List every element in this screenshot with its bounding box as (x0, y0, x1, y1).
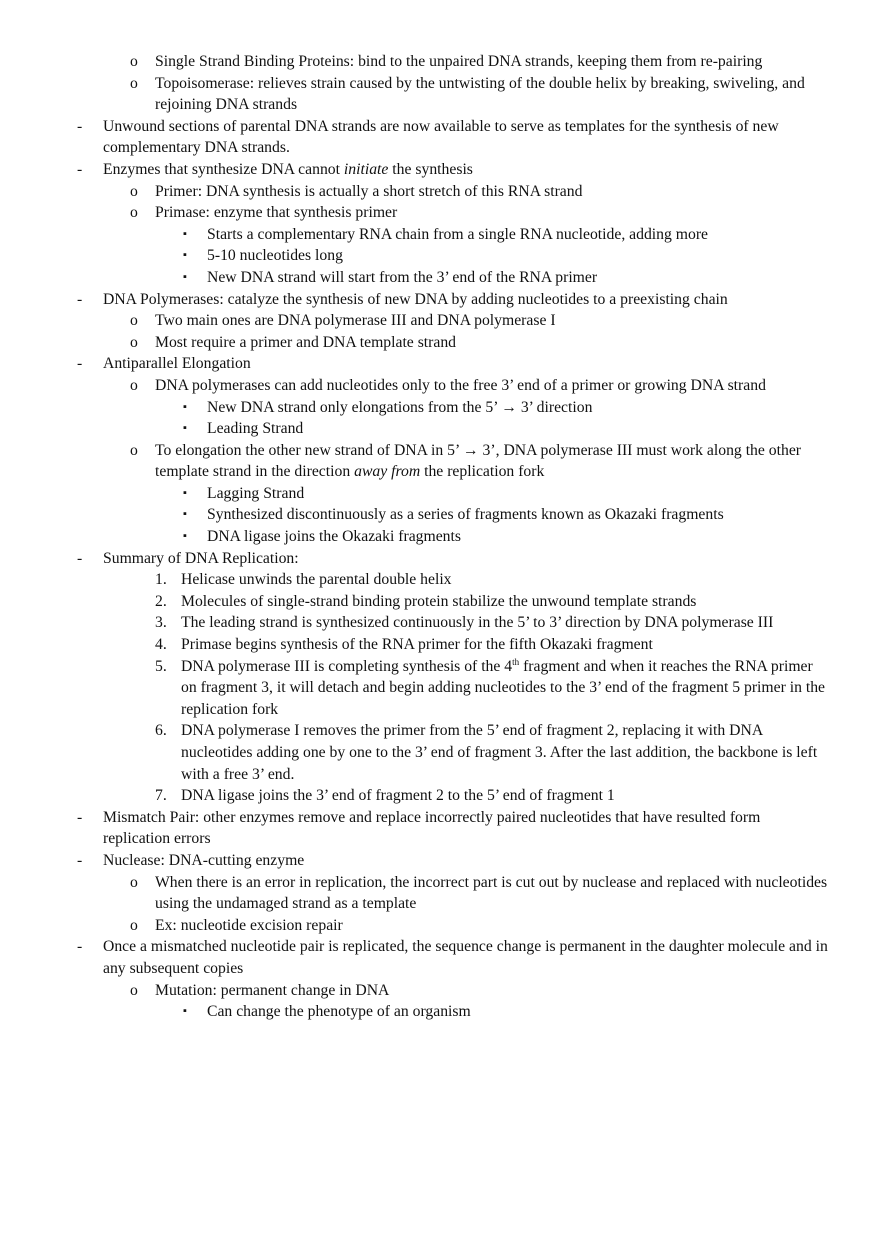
item-text: Most require a primer and DNA template strand (155, 333, 457, 351)
bullet-item-level-1 (0, 850, 829, 872)
bullet-item-level-2 (0, 310, 829, 332)
item-superscript: th (512, 656, 520, 667)
bullet-item-level-1 (0, 289, 829, 311)
item-text: New DNA strand will start from the 3’ end of the RNA primer (207, 268, 598, 286)
bullet-item-level-2 (0, 375, 829, 397)
circle-bullet: o (130, 182, 138, 200)
item-text: Can change the phenotype of an organism (207, 1003, 471, 1021)
item-text: Synthesized discontinuously as a series of fragments known as Okazaki fragments (207, 506, 724, 524)
item-text: DNA polymerases can add nucleotides only to the free 3’ end of a primer or growing DNA strand (155, 376, 766, 394)
item-text: Once a mismatched nucleotide pair is replicated, the sequence change is permanent in the daughter molecule and in any subsequent copies (103, 938, 828, 977)
item-text: Two main ones are DNA polymerase III and DNA polymerase I (155, 312, 556, 330)
bullet-item-level-2 (0, 332, 829, 354)
document-page (0, 51, 880, 1023)
item-text: DNA ligase joins the Okazaki fragments (207, 528, 461, 546)
item-text: Primer: DNA synthesis is actually a short stretch of this RNA strand (155, 182, 583, 200)
item-text: Leading Strand (207, 420, 304, 438)
bullet-item-level-3 (0, 224, 829, 246)
square-bullet-icon: ▪ (183, 227, 187, 240)
bullet-item-level-2 (0, 980, 829, 1002)
square-bullet-icon: ▪ (183, 270, 187, 283)
bullet-item-level-3 (0, 267, 829, 289)
bullet-item-level-3 (0, 245, 829, 267)
dash-bullet: - (77, 117, 83, 135)
dash-bullet: - (77, 808, 83, 826)
item-text: Enzymes that synthesize DNA cannot (103, 160, 344, 178)
bullet-item-level-1 (0, 159, 829, 181)
bullet-item-level-1 (0, 116, 829, 159)
item-number: 7. (155, 787, 167, 805)
bullet-item-level-3 (0, 418, 829, 440)
square-bullet-icon: ▪ (183, 530, 187, 543)
item-text: fragment and when it reaches the RNA primer on fragment 3, it will detach and begin adding nucleotides to the 3’ end of the fragment 5 primer in the replication fork (181, 657, 826, 718)
item-number: 2. (155, 592, 167, 610)
item-text: Helicase unwinds the parental double helix (181, 571, 452, 589)
bullet-item-level-1 (0, 353, 829, 375)
item-text: 5-10 nucleotides long (207, 247, 343, 265)
bullet-item-level-2 (0, 73, 829, 116)
bullet-item-level-3 (0, 397, 829, 419)
item-text: Nuclease: DNA-cutting enzyme (103, 851, 305, 869)
circle-bullet: o (130, 441, 138, 459)
item-text: the replication fork (420, 463, 545, 481)
bullet-item-level-2 (0, 51, 829, 73)
item-number: 5. (155, 657, 167, 675)
item-number: 3. (155, 614, 167, 632)
bullet-item-level-2 (0, 181, 829, 203)
square-bullet-icon: ▪ (183, 422, 187, 435)
numbered-item (0, 720, 829, 785)
item-text: The leading strand is synthesized continuously in the 5’ to 3’ direction by DNA polymerase III (181, 614, 774, 632)
numbered-item (0, 785, 829, 807)
circle-bullet: o (130, 74, 138, 92)
circle-bullet: o (130, 333, 138, 351)
dash-bullet: - (77, 851, 83, 869)
numbered-item (0, 634, 829, 656)
bullet-item-level-3 (0, 483, 829, 505)
bullet-item-level-2 (0, 440, 829, 483)
item-text: Ex: nucleotide excision repair (155, 916, 343, 934)
bullet-item-level-2 (0, 202, 829, 224)
item-text: New DNA strand only elongations from the 5’ → 3’ direction (207, 398, 593, 416)
item-text: Single Strand Binding Proteins: bind to the unpaired DNA strands, keeping them from re-pairing (155, 53, 763, 70)
item-text: Mismatch Pair: other enzymes remove and replace incorrectly paired nucleotides that have resulted form replication errors (103, 808, 761, 848)
dash-bullet: - (77, 290, 83, 308)
item-text: Summary of DNA Replication: (103, 549, 299, 567)
item-text: DNA polymerase III is completing synthesis of the 4 (181, 657, 513, 675)
item-text: Topoisomerase: relieves strain caused by the untwisting of the double helix by breaking, swiveling, and rejoining DNA strands (155, 74, 805, 114)
square-bullet-icon: ▪ (183, 508, 187, 521)
numbered-item (0, 612, 829, 634)
bullet-item-level-3 (0, 1001, 829, 1023)
circle-bullet: o (130, 873, 138, 891)
item-text: Molecules of single-strand binding protein stabilize the unwound template strands (181, 592, 697, 610)
item-text: Mutation: permanent change in DNA (155, 981, 390, 999)
circle-bullet: o (130, 916, 138, 934)
item-text: Unwound sections of parental DNA strands are now available to serve as templates for the synthesis of new complementary DNA strands. (103, 117, 779, 157)
item-text: Primase begins synthesis of the RNA primer for the fifth Okazaki fragment (181, 636, 653, 654)
item-text: Starts a complementary RNA chain from a single RNA nucleotide, adding more (207, 225, 709, 243)
item-number: 6. (155, 722, 167, 740)
square-bullet-icon: ▪ (183, 486, 187, 499)
circle-bullet: o (130, 981, 138, 999)
square-bullet-icon: ▪ (183, 1005, 187, 1018)
circle-bullet: o (130, 376, 138, 394)
numbered-item (0, 656, 829, 721)
square-bullet-icon: ▪ (183, 249, 187, 262)
numbered-item (0, 591, 829, 613)
dash-bullet: - (77, 355, 83, 373)
circle-bullet: o (130, 53, 138, 70)
item-number: 4. (155, 636, 167, 654)
numbered-item (0, 569, 829, 591)
bullet-item-level-3 (0, 526, 829, 548)
item-text: DNA ligase joins the 3’ end of fragment 2 to the 5’ end of fragment 1 (181, 787, 615, 805)
item-text: To elongation the other new strand of DNA in 5’ → 3’, DNA polymerase III must work along the other template strand in the direction (155, 441, 802, 481)
bullet-item-level-3 (0, 504, 829, 526)
item-text: Lagging Strand (207, 484, 305, 502)
item-emphasis: away from (354, 463, 421, 481)
item-emphasis: initiate (343, 160, 389, 178)
item-text: DNA Polymerases: catalyze the synthesis of new DNA by adding nucleotides to a preexisting chain (103, 290, 728, 308)
bullet-item-level-1 (0, 548, 829, 570)
circle-bullet: o (130, 204, 138, 222)
item-text: Antiparallel Elongation (103, 355, 251, 373)
dash-bullet: - (77, 938, 83, 956)
circle-bullet: o (130, 312, 138, 330)
dash-bullet: - (77, 549, 83, 567)
square-bullet-icon: ▪ (183, 400, 187, 413)
item-text: When there is an error in replication, the incorrect part is cut out by nuclease and replaced with nucleotides using the undamaged strand as a template (155, 873, 828, 913)
item-text: the synthesis (388, 160, 473, 178)
item-number: 1. (155, 571, 167, 589)
bullet-item-level-2 (0, 872, 829, 915)
item-text: DNA polymerase I removes the primer from the 5’ end of fragment 2, replacing it with DNA nucleotides adding one by one to the 3’ end of fragment 3. After the last addition, the backbone is left with a free 3’ end. (181, 722, 818, 783)
item-text: Primase: enzyme that synthesis primer (155, 204, 398, 222)
dash-bullet: - (77, 160, 83, 178)
bullet-item-level-2 (0, 915, 829, 937)
bullet-item-level-1 (0, 807, 829, 850)
bullet-item-level-1 (0, 936, 829, 979)
